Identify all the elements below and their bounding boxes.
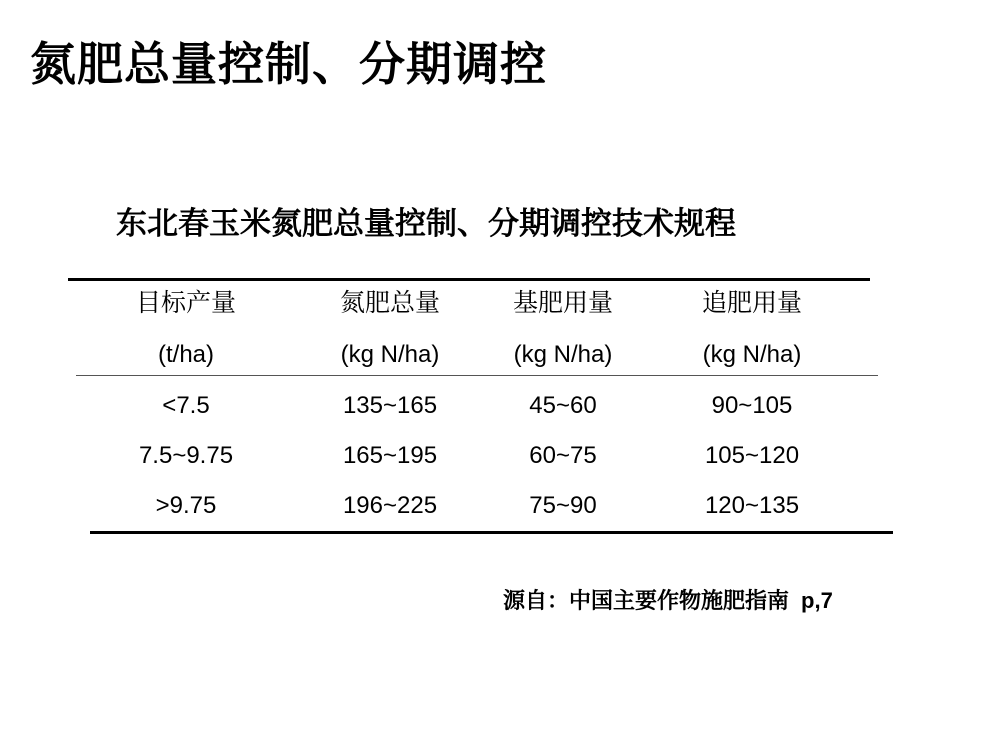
source-citation xyxy=(503,586,833,616)
table-cell: 75~90 xyxy=(529,492,597,519)
header-unit-basal-n: (kg N/ha) xyxy=(513,341,613,368)
table-cell: >9.75 xyxy=(155,492,217,519)
table-cell: 90~105 xyxy=(711,392,793,419)
source-page-ref: p,7 xyxy=(801,588,833,613)
table-caption: 东北春玉米氮肥总量控制、分期调控技术规程 xyxy=(116,206,736,242)
table-cell: 196~225 xyxy=(342,492,438,519)
table-cell: <7.5 xyxy=(162,392,210,419)
table-top-rule xyxy=(68,278,870,281)
table-cell: 135~165 xyxy=(342,392,438,419)
table-cell: 45~60 xyxy=(529,392,597,419)
table-cell: 7.5~9.75 xyxy=(138,442,234,469)
header-name-topdress-n: 追肥用量 xyxy=(701,288,802,317)
table-cell: 60~75 xyxy=(529,442,597,469)
slide-title: 氮肥总量控制、分期调控 xyxy=(30,37,547,91)
source-label: 源自：中国主要作物施肥指南 xyxy=(503,588,790,614)
header-name-basal-n: 基肥用量 xyxy=(512,288,613,317)
header-name-total-n: 氮肥总量 xyxy=(339,288,440,317)
table-header-rule xyxy=(76,375,878,376)
header-name-target-yield: 目标产量 xyxy=(135,288,236,317)
table-cell: 105~120 xyxy=(704,442,800,469)
table-bottom-rule xyxy=(90,531,893,534)
header-unit-target-yield: (t/ha) xyxy=(157,341,214,368)
header-unit-topdress-n: (kg N/ha) xyxy=(702,341,802,368)
table-cell: 165~195 xyxy=(342,442,438,469)
header-unit-total-n: (kg N/ha) xyxy=(340,341,440,368)
table-cell: 120~135 xyxy=(704,492,800,519)
